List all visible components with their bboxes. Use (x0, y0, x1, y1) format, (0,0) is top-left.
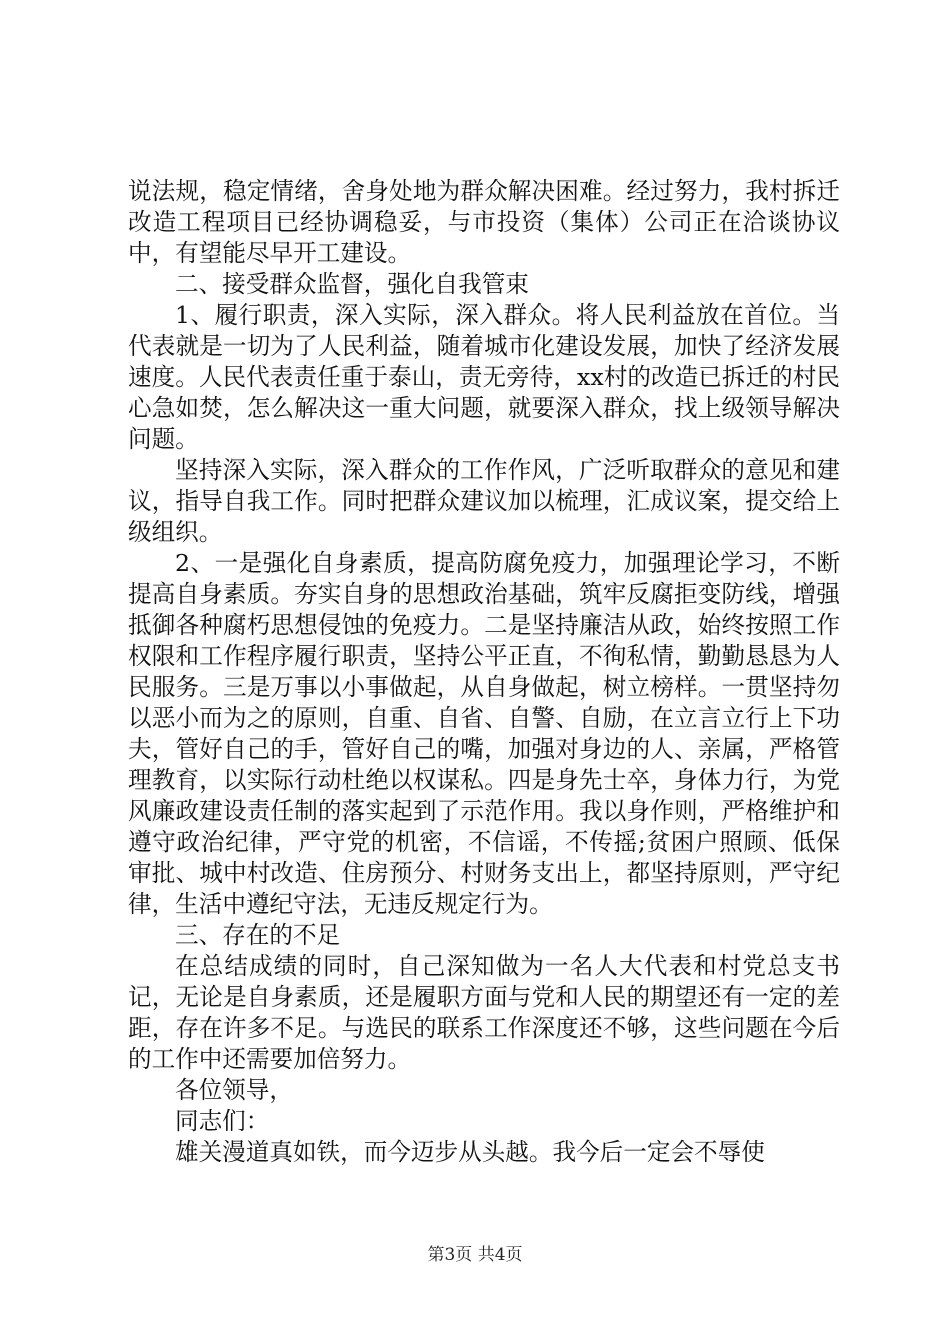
page-footer (0, 1244, 950, 1266)
paragraph-continued: 说法规，稳定情绪，舍身处地为群众解决困难。经过努力，我村拆迁改造工程项目已经协调稳妥，与市投资（集体）公司正在洽谈协议中，有望能尽早开工建设。 (128, 177, 840, 267)
section-heading-2: 二、接受群众监督，强化自我管束 (175, 270, 529, 298)
paragraph-closing: 雄关漫道真如铁，而今迈步从头越。我今后一定会不辱使 (175, 1138, 765, 1166)
paragraph-salutation-comrades: 同志们： (175, 1107, 270, 1135)
paragraph-salutation-leaders: 各位领导， (175, 1076, 293, 1104)
page-number-label: 第3页 共4页 (427, 1245, 523, 1265)
paragraph-self-discipline: 2、一是强化自身素质，提高防腐免疫力，加强理论学习，不断提高自身素质。夯实自身的思想政治基础，筑牢反腐拒变防线，增强抵御各种腐朽思想侵蚀的免疫力。二是坚持廉洁从政，始终按照工作权限和工作程序履行职责，坚持公平正直，不徇私情，勤勤恳恳为人民服务。三是万事以小事做起，从自身做起，树立榜样。一贯坚持勿以恶小而为之的原则，自重、自省、自警、自励，在立言立行上下功夫，管好自己的手，管好自己的嘴，加强对身边的人、亲属，严格管理教育，以实际行动杜绝以权谋私。四是身先士卒，身体力行，为党风廉政建设责任制的落实起到了示范作用。我以身作则，严格维护和遵守政治纪律，严守党的机密，不信谣，不传摇;贫困户照顾、低保审批、城中村改造、住房预分、村财务支出上，都坚持原则，严守纪律，生活中遵纪守法，无违反规定行为。 (128, 549, 840, 918)
paragraph-duties: 1、履行职责，深入实际，深入群众。将人民利益放在首位。当代表就是一切为了人民利益，随着城市化建设发展，加快了经济发展速度。人民代表责任重于泰山，责无旁待，xx村的改造已拆迁的村民心急如焚，怎么解决这一重大问题，就要深入群众，找上级领导解决问题。 (128, 301, 840, 453)
section-heading-3: 三、存在的不足 (175, 921, 341, 949)
document-body (128, 176, 840, 1168)
paragraph-work-style: 坚持深入实际，深入群众的工作作风，广泛听取群众的意见和建议，指导自我工作。同时把群众建议加以梳理，汇成议案，提交给上级组织。 (128, 456, 840, 546)
paragraph-shortcomings: 在总结成绩的同时，自己深知做为一名人大代表和村党总支书记，无论是自身素质，还是履职方面与党和人民的期望还有一定的差距，存在许多不足。与选民的联系工作深度还不够，这些问题在今后的工作中还需要加倍努力。 (128, 952, 840, 1073)
